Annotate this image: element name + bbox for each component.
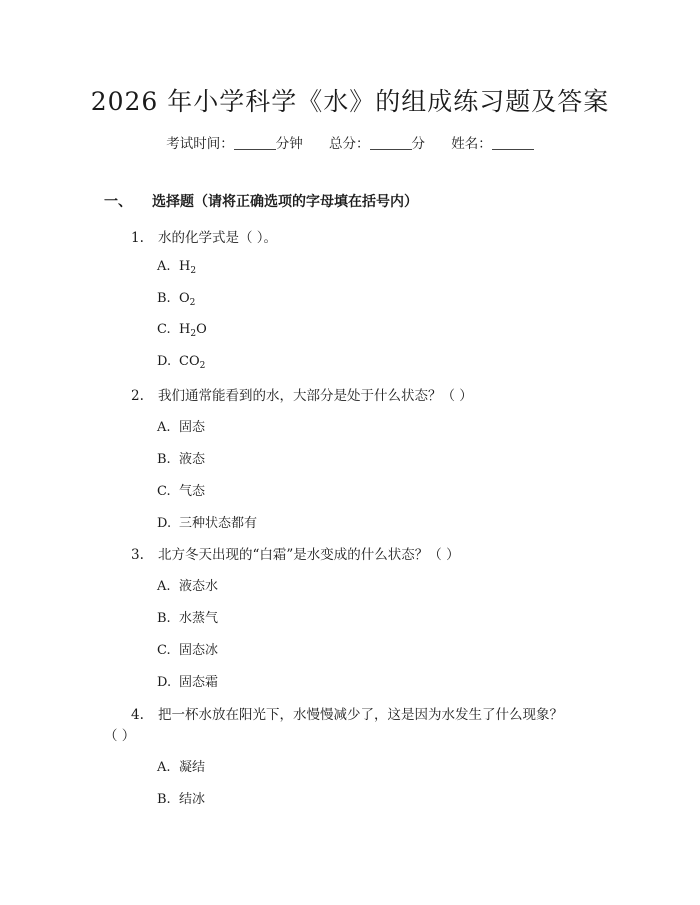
total-score-label: 总分：	[329, 136, 370, 152]
option-letter: B.	[157, 452, 171, 467]
question-text: 北方冬天出现的“白霜”是水变成的什么状态？（ ）	[158, 547, 460, 563]
option-subscript: 2	[189, 298, 196, 308]
question-number: 1.	[131, 230, 144, 246]
question-number: 3.	[131, 547, 144, 563]
question-2	[131, 384, 473, 404]
option-letter: D.	[157, 675, 172, 690]
option-text: 凝结	[179, 760, 206, 775]
option-text: 液态水	[179, 579, 219, 594]
question-1	[131, 226, 277, 246]
exam-time-blank[interactable]	[234, 135, 276, 150]
question-text: 把一杯水放在阳光下，水慢慢减少了，这是因为水发生了什么现象？	[158, 707, 563, 723]
page-title: 2026 年小学科学《水》的组成练习题及答案	[90, 87, 610, 116]
option-subscript: 2	[190, 329, 197, 339]
option-letter: C.	[157, 643, 171, 658]
option-text: 液态	[179, 452, 206, 467]
option-letter: A.	[157, 259, 171, 274]
option-subscript: 2	[199, 361, 206, 371]
option-letter: D.	[157, 354, 172, 369]
question-3-option-d[interactable]	[157, 671, 218, 690]
question-3-option-b[interactable]	[157, 607, 218, 626]
option-text: 固态霜	[179, 675, 219, 690]
exam-info-line	[0, 132, 700, 152]
option-letter: C.	[157, 484, 171, 499]
name-field	[451, 136, 534, 152]
exam-time-unit: 分钟	[275, 136, 303, 152]
option-letter: B.	[157, 611, 171, 626]
question-2-option-a[interactable]	[157, 416, 205, 435]
section-title: 选择题（请将正确选项的字母填在括号内）	[152, 194, 418, 210]
option-letter: B.	[157, 291, 171, 306]
option-letter: A.	[157, 579, 171, 594]
section-number: 一、	[104, 194, 132, 210]
option-letter: A.	[157, 420, 171, 435]
question-text: 我们通常能看到的水，大部分是处于什么状态？（ ）	[158, 388, 473, 404]
name-label: 姓名：	[451, 136, 492, 152]
exam-time-label: 考试时间：	[166, 136, 234, 152]
option-subscript: 2	[190, 266, 197, 276]
exam-time-field	[166, 136, 303, 152]
question-text-continued: （ ）	[104, 728, 136, 744]
question-3-option-c[interactable]	[157, 639, 218, 658]
question-1-option-d[interactable]	[157, 354, 205, 371]
question-2-option-c[interactable]	[157, 480, 205, 499]
option-text: 固态	[179, 420, 206, 435]
option-text: 三种状态都有	[179, 516, 258, 531]
option-text: 水蒸气	[179, 611, 219, 626]
question-number: 2.	[131, 388, 144, 404]
option-text: 气态	[179, 484, 206, 499]
section-heading	[104, 191, 418, 211]
option-letter: A.	[157, 760, 171, 775]
question-4	[131, 703, 563, 723]
option-text: CO	[179, 354, 200, 369]
total-score-field	[329, 136, 425, 152]
option-text: H	[179, 259, 191, 274]
question-number: 4.	[131, 707, 144, 723]
question-4-option-b[interactable]	[157, 788, 205, 807]
total-score-blank[interactable]	[370, 135, 412, 150]
question-4-answer-bracket	[104, 724, 135, 744]
total-score-unit: 分	[411, 136, 425, 152]
question-2-option-b[interactable]	[157, 448, 205, 467]
option-letter: B.	[157, 792, 171, 807]
question-1-option-b[interactable]	[157, 291, 195, 308]
option-text-tail: O	[196, 322, 207, 337]
question-3-option-a[interactable]	[157, 575, 218, 594]
option-text: H	[179, 322, 191, 337]
option-text: 固态冰	[179, 643, 219, 658]
option-letter: C.	[157, 322, 171, 337]
question-4-option-a[interactable]	[157, 756, 205, 775]
question-1-option-a[interactable]	[157, 259, 196, 276]
question-1-option-c[interactable]	[157, 322, 207, 339]
question-3	[131, 543, 460, 563]
option-text: 结冰	[179, 792, 206, 807]
name-blank[interactable]	[492, 135, 534, 150]
question-text: 水的化学式是（ ）。	[158, 230, 278, 246]
option-letter: D.	[157, 516, 172, 531]
option-text: O	[179, 291, 190, 306]
question-2-option-d[interactable]	[157, 512, 257, 531]
